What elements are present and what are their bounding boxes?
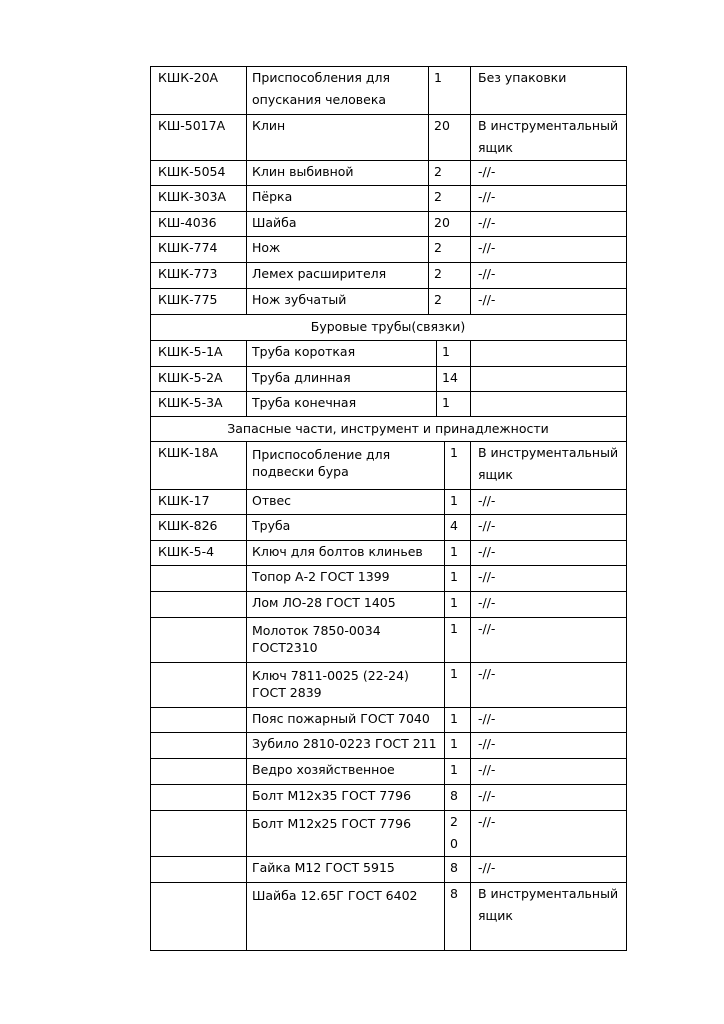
- table-rule: [150, 591, 151, 618]
- table-rule: [428, 211, 429, 237]
- section-heading: Запасные части, инструмент и принадлежности: [227, 421, 549, 436]
- cell-pack: -//-: [478, 711, 496, 726]
- table-rule: [150, 784, 151, 811]
- table-rule: [246, 810, 247, 857]
- table-rule: [150, 514, 151, 541]
- table-rule: [626, 540, 627, 566]
- cell-pack: -//-: [478, 518, 496, 533]
- table-rule: [150, 160, 151, 186]
- table-rule: [246, 211, 247, 237]
- cell-code: КШК-5-2А: [158, 370, 223, 385]
- table-rule: [246, 236, 247, 263]
- table-rule: [150, 236, 151, 263]
- table-rule: [470, 288, 471, 315]
- table-rule: [150, 489, 151, 515]
- table-rule: [470, 732, 471, 759]
- table-rule: [150, 288, 151, 315]
- cell-qty: 14: [442, 370, 458, 385]
- cell-code: КШК-303А: [158, 189, 227, 204]
- table-rule: [470, 340, 471, 367]
- cell-pack: В инструментальный ящик: [478, 886, 619, 923]
- table-rule: [150, 441, 151, 490]
- table-rule: [626, 565, 627, 592]
- table-rule: [444, 707, 445, 733]
- cell-name: Нож: [252, 240, 281, 255]
- cell-pack: -//-: [478, 621, 496, 636]
- cell-qty: 1: [434, 70, 442, 85]
- table-rule: [246, 340, 247, 367]
- table-rule: [246, 591, 247, 618]
- cell-code: КШК-826: [158, 518, 218, 533]
- table-rule: [626, 784, 627, 811]
- cell-qty: 1: [450, 621, 458, 636]
- table-rule: [626, 514, 627, 541]
- cell-code: КШК-20А: [158, 70, 219, 85]
- table-rule: [444, 514, 445, 541]
- table-rule: [246, 565, 247, 592]
- table-rule: [246, 441, 247, 490]
- table-rule: [428, 114, 429, 161]
- table-rule: [470, 707, 471, 733]
- table-rule: [246, 114, 247, 161]
- cell-pack: -//-: [478, 189, 496, 204]
- cell-pack: -//-: [478, 814, 496, 829]
- table-rule: [428, 236, 429, 263]
- cell-name: Лемех расширителя: [252, 266, 387, 281]
- cell-pack: -//-: [478, 544, 496, 559]
- cell-qty: 20: [450, 814, 458, 851]
- table-rule: [246, 489, 247, 515]
- cell-pack: Без упаковки: [478, 70, 567, 85]
- table-rule: [150, 366, 151, 392]
- table-rule: [150, 391, 151, 417]
- table-rule: [626, 707, 627, 733]
- cell-qty: 8: [450, 860, 458, 875]
- table-rule: [470, 262, 471, 289]
- table-rule: [470, 514, 471, 541]
- table-rule: [626, 856, 627, 883]
- cell-code: КШК-775: [158, 292, 218, 307]
- table-rule: [470, 617, 471, 663]
- table-rule: [626, 882, 627, 951]
- table-rule: [444, 784, 445, 811]
- cell-qty: 1: [450, 544, 458, 559]
- cell-pack: -//-: [478, 762, 496, 777]
- table-rule: [428, 288, 429, 315]
- table-rule: [150, 211, 151, 237]
- table-rule: [626, 591, 627, 618]
- cell-qty: 4: [450, 518, 458, 533]
- table-rule: [150, 732, 151, 759]
- table-rule: [150, 810, 151, 857]
- table-rule: [150, 262, 151, 289]
- table-rule: [470, 236, 471, 263]
- table-rule: [626, 617, 627, 663]
- table-rule: [444, 617, 445, 663]
- table-rule: [150, 707, 151, 733]
- table-rule: [246, 185, 247, 212]
- cell-qty: 1: [450, 569, 458, 584]
- cell-name: Топор А-2 ГОСТ 1399: [252, 569, 390, 584]
- table-rule: [444, 565, 445, 592]
- cell-qty: 1: [450, 595, 458, 610]
- table-rule: [444, 732, 445, 759]
- table-rule: [470, 391, 471, 417]
- table-rule: [626, 732, 627, 759]
- cell-code: КШК-18А: [158, 445, 219, 460]
- table-rule: [436, 391, 437, 417]
- cell-qty: 2: [434, 292, 442, 307]
- table-rule: [626, 66, 627, 115]
- table-rule: [470, 784, 471, 811]
- cell-qty: 1: [450, 711, 458, 726]
- cell-name: Пёрка: [252, 189, 293, 204]
- table-rule: [470, 185, 471, 212]
- cell-pack: -//-: [478, 292, 496, 307]
- cell-pack: -//-: [478, 215, 496, 230]
- table-rule: [444, 882, 445, 951]
- table-rule: [626, 160, 627, 186]
- table-rule: [626, 810, 627, 857]
- cell-name: Пояс пожарный ГОСТ 7040: [252, 711, 430, 726]
- table-rule: [626, 288, 627, 315]
- cell-qty: 1: [450, 762, 458, 777]
- cell-code: КШ-4036: [158, 215, 217, 230]
- table-rule: [626, 185, 627, 212]
- table-rule: [444, 441, 445, 490]
- equipment-table: [150, 66, 626, 950]
- table-rule: [626, 211, 627, 237]
- cell-pack: В инструментальный ящик: [478, 445, 619, 482]
- table-rule: [150, 617, 151, 663]
- table-rule: [470, 489, 471, 515]
- cell-qty: 1: [450, 736, 458, 751]
- cell-qty: 1: [450, 445, 458, 460]
- table-rule: [150, 540, 151, 566]
- table-rule: [150, 416, 627, 417]
- table-rule: [626, 340, 627, 367]
- table-rule: [470, 856, 471, 883]
- table-rule: [444, 540, 445, 566]
- cell-qty: 1: [442, 395, 450, 410]
- cell-qty: 8: [450, 788, 458, 803]
- table-rule: [246, 262, 247, 289]
- table-rule: [470, 366, 471, 392]
- cell-qty: 8: [450, 886, 458, 901]
- cell-name: Клин выбивной: [252, 164, 354, 179]
- table-rule: [150, 185, 151, 212]
- table-rule: [626, 366, 627, 392]
- cell-pack: -//-: [478, 266, 496, 281]
- cell-code: КШК-773: [158, 266, 218, 281]
- cell-name: Клин: [252, 118, 286, 133]
- cell-name: Нож зубчатый: [252, 292, 347, 307]
- table-rule: [150, 882, 151, 951]
- cell-qty: 20: [434, 118, 450, 133]
- cell-pack: -//-: [478, 164, 496, 179]
- table-rule: [444, 856, 445, 883]
- cell-qty: 1: [450, 666, 458, 681]
- cell-qty: 20: [434, 215, 450, 230]
- table-rule: [436, 366, 437, 392]
- table-rule: [626, 236, 627, 263]
- table-rule: [444, 810, 445, 857]
- cell-name: Лом ЛО-28 ГОСТ 1405: [252, 595, 396, 610]
- cell-name: Труба длинная: [252, 370, 351, 385]
- cell-pack: -//-: [478, 493, 496, 508]
- table-rule: [150, 950, 627, 951]
- table-rule: [246, 617, 247, 663]
- table-rule: [428, 185, 429, 212]
- cell-qty: 2: [434, 189, 442, 204]
- cell-code: КШК-5-1А: [158, 344, 223, 359]
- table-rule: [150, 340, 151, 367]
- table-rule: [470, 441, 471, 490]
- cell-code: КШК-5-3А: [158, 395, 223, 410]
- table-rule: [626, 489, 627, 515]
- cell-name: Ключ для болтов клиньев: [252, 544, 423, 559]
- table-rule: [150, 114, 151, 161]
- cell-qty: 2: [434, 164, 442, 179]
- table-rule: [626, 114, 627, 161]
- table-rule: [626, 262, 627, 289]
- table-rule: [436, 340, 437, 367]
- cell-pack: -//-: [478, 240, 496, 255]
- cell-name: Труба конечная: [252, 395, 357, 410]
- table-rule: [470, 591, 471, 618]
- table-rule: [246, 391, 247, 417]
- table-rule: [246, 366, 247, 392]
- cell-qty: 1: [450, 493, 458, 508]
- cell-pack: -//-: [478, 860, 496, 875]
- table-rule: [246, 540, 247, 566]
- table-rule: [150, 66, 151, 115]
- table-rule: [470, 810, 471, 857]
- table-rule: [626, 391, 627, 417]
- table-rule: [428, 262, 429, 289]
- table-rule: [626, 314, 627, 341]
- table-rule: [626, 416, 627, 442]
- cell-name: Отвес: [252, 493, 292, 508]
- cell-code: КШК-774: [158, 240, 218, 255]
- cell-name: Труба: [252, 518, 291, 533]
- cell-name: Ведро хозяйственное: [252, 762, 395, 777]
- cell-name: Молоток 7850-0034 ГОСТ2310: [252, 623, 381, 655]
- table-rule: [246, 732, 247, 759]
- table-rule: [444, 489, 445, 515]
- table-rule: [246, 288, 247, 315]
- table-rule: [470, 114, 471, 161]
- cell-pack: -//-: [478, 595, 496, 610]
- section-heading: Буровые трубы(связки): [310, 319, 466, 334]
- table-rule: [444, 591, 445, 618]
- table-rule: [150, 314, 627, 315]
- table-rule: [626, 758, 627, 785]
- table-rule: [246, 662, 247, 708]
- table-rule: [150, 662, 151, 708]
- table-rule: [444, 662, 445, 708]
- table-rule: [470, 565, 471, 592]
- cell-code: КШК-5054: [158, 164, 226, 179]
- table-rule: [246, 758, 247, 785]
- cell-code: КШК-5-4: [158, 544, 215, 559]
- cell-name: Приспособление для подвески бура: [252, 447, 391, 479]
- table-rule: [246, 160, 247, 186]
- cell-code: КШ-5017А: [158, 118, 226, 133]
- table-rule: [246, 514, 247, 541]
- cell-pack: -//-: [478, 569, 496, 584]
- table-rule: [246, 784, 247, 811]
- cell-name: Зубило 2810-0223 ГОСТ 211: [252, 736, 437, 751]
- table-rule: [626, 662, 627, 708]
- table-rule: [428, 66, 429, 115]
- cell-qty: 2: [434, 266, 442, 281]
- table-rule: [470, 758, 471, 785]
- cell-qty: 1: [442, 344, 450, 359]
- table-rule: [470, 540, 471, 566]
- table-rule: [470, 882, 471, 951]
- table-rule: [626, 441, 627, 490]
- table-rule: [246, 882, 247, 951]
- cell-name: Приспособления для опускания человека: [252, 70, 391, 107]
- cell-code: КШК-17: [158, 493, 210, 508]
- cell-pack: В инструментальный ящик: [478, 118, 619, 155]
- table-rule: [428, 160, 429, 186]
- cell-name: Болт М12х35 ГОСТ 7796: [252, 788, 412, 803]
- cell-name: Шайба 12.65Г ГОСТ 6402: [252, 888, 418, 903]
- cell-name: Ключ 7811-0025 (22-24) ГОСТ 2839: [252, 668, 409, 700]
- table-rule: [246, 707, 247, 733]
- cell-name: Шайба: [252, 215, 297, 230]
- cell-name: Труба короткая: [252, 344, 356, 359]
- table-rule: [470, 160, 471, 186]
- cell-name: Гайка М12 ГОСТ 5915: [252, 860, 395, 875]
- table-rule: [246, 66, 247, 115]
- table-rule: [150, 856, 151, 883]
- table-rule: [150, 758, 151, 785]
- table-rule: [444, 758, 445, 785]
- table-rule: [470, 662, 471, 708]
- cell-pack: -//-: [478, 736, 496, 751]
- cell-name: Болт М12х25 ГОСТ 7796: [252, 816, 412, 831]
- table-rule: [470, 66, 471, 115]
- cell-pack: -//-: [478, 788, 496, 803]
- table-rule: [246, 856, 247, 883]
- table-rule: [470, 211, 471, 237]
- cell-pack: -//-: [478, 666, 496, 681]
- cell-qty: 2: [434, 240, 442, 255]
- table-rule: [150, 565, 151, 592]
